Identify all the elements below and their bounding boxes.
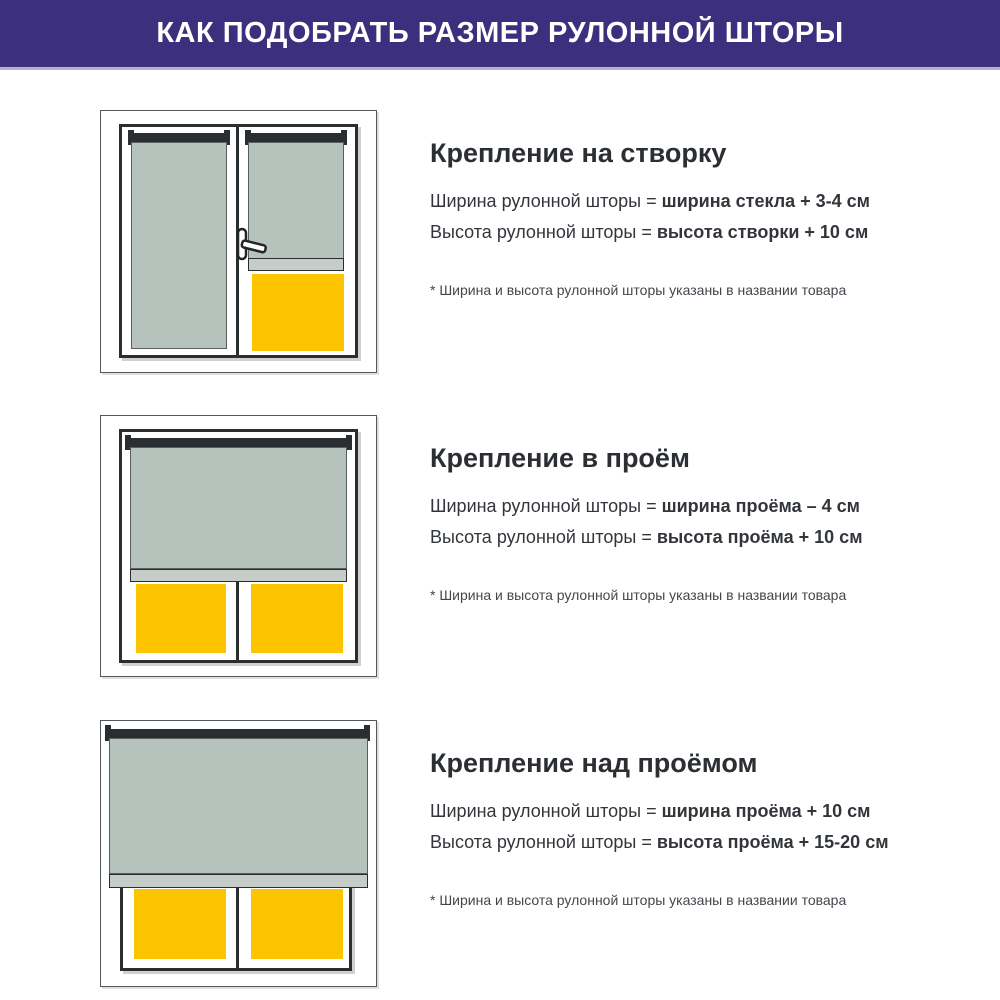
glass-pane <box>251 584 343 653</box>
glass-pane <box>252 274 344 351</box>
footnote: * Ширина и высота рулонной шторы указаны в названии товара <box>430 282 847 298</box>
height-formula <box>430 527 863 548</box>
width-formula <box>430 191 870 212</box>
page-title: КАК ПОДОБРАТЬ РАЗМЕР РУЛОННОЙ ШТОРЫ <box>156 17 844 49</box>
section-mount-in-opening <box>0 415 1000 695</box>
formula-label: Высота рулонной шторы = <box>430 527 657 547</box>
formula-value: ширина проёма + 10 см <box>661 801 871 821</box>
section-text <box>430 110 890 380</box>
roller-bar <box>131 133 227 142</box>
roller-bar <box>128 438 349 447</box>
blind-fabric <box>131 142 227 349</box>
formula-label: Высота рулонной шторы = <box>430 222 657 242</box>
blind-bottom-bar <box>109 874 368 888</box>
formula-value: высота проёма + 15-20 см <box>656 832 889 852</box>
section-text <box>430 415 890 685</box>
section-mount-above-opening <box>0 720 1000 1000</box>
formula-label: Ширина рулонной шторы = <box>430 801 662 821</box>
height-formula <box>430 832 889 853</box>
formula-label: Ширина рулонной шторы = <box>430 191 662 211</box>
section-title: Крепление на створку <box>430 138 727 168</box>
diagram-mount-above-opening <box>100 720 377 987</box>
window-handle-icon <box>234 225 270 267</box>
blind-bottom-bar <box>130 569 347 582</box>
roller-bar <box>108 729 369 738</box>
glass-pane <box>134 889 226 959</box>
section-title: Крепление над проёмом <box>430 748 758 778</box>
roller-bar <box>248 133 344 142</box>
glass-pane <box>251 889 343 959</box>
blind-fabric <box>130 447 347 569</box>
width-formula <box>430 496 860 517</box>
formula-value: ширина стекла + 3-4 см <box>661 191 870 211</box>
width-formula <box>430 801 870 822</box>
section-text <box>430 720 890 990</box>
section-title: Крепление в проём <box>430 443 690 473</box>
formula-label: Ширина рулонной шторы = <box>430 496 662 516</box>
formula-value: ширина проёма – 4 см <box>661 496 860 516</box>
header-banner <box>0 0 1000 70</box>
glass-pane <box>136 584 226 653</box>
footnote: * Ширина и высота рулонной шторы указаны в названии товара <box>430 587 847 603</box>
height-formula <box>430 222 868 243</box>
blind-fabric <box>109 738 368 874</box>
diagram-mount-in-opening <box>100 415 377 677</box>
diagram-mount-on-sash <box>100 110 377 373</box>
formula-label: Высота рулонной шторы = <box>430 832 657 852</box>
formula-value: высота створки + 10 см <box>656 222 869 242</box>
formula-value: высота проёма + 10 см <box>656 527 863 547</box>
window-mullion <box>236 881 239 968</box>
footnote: * Ширина и высота рулонной шторы указаны в названии товара <box>430 892 847 908</box>
window-mullion <box>236 582 239 660</box>
section-mount-on-sash <box>0 110 1000 390</box>
